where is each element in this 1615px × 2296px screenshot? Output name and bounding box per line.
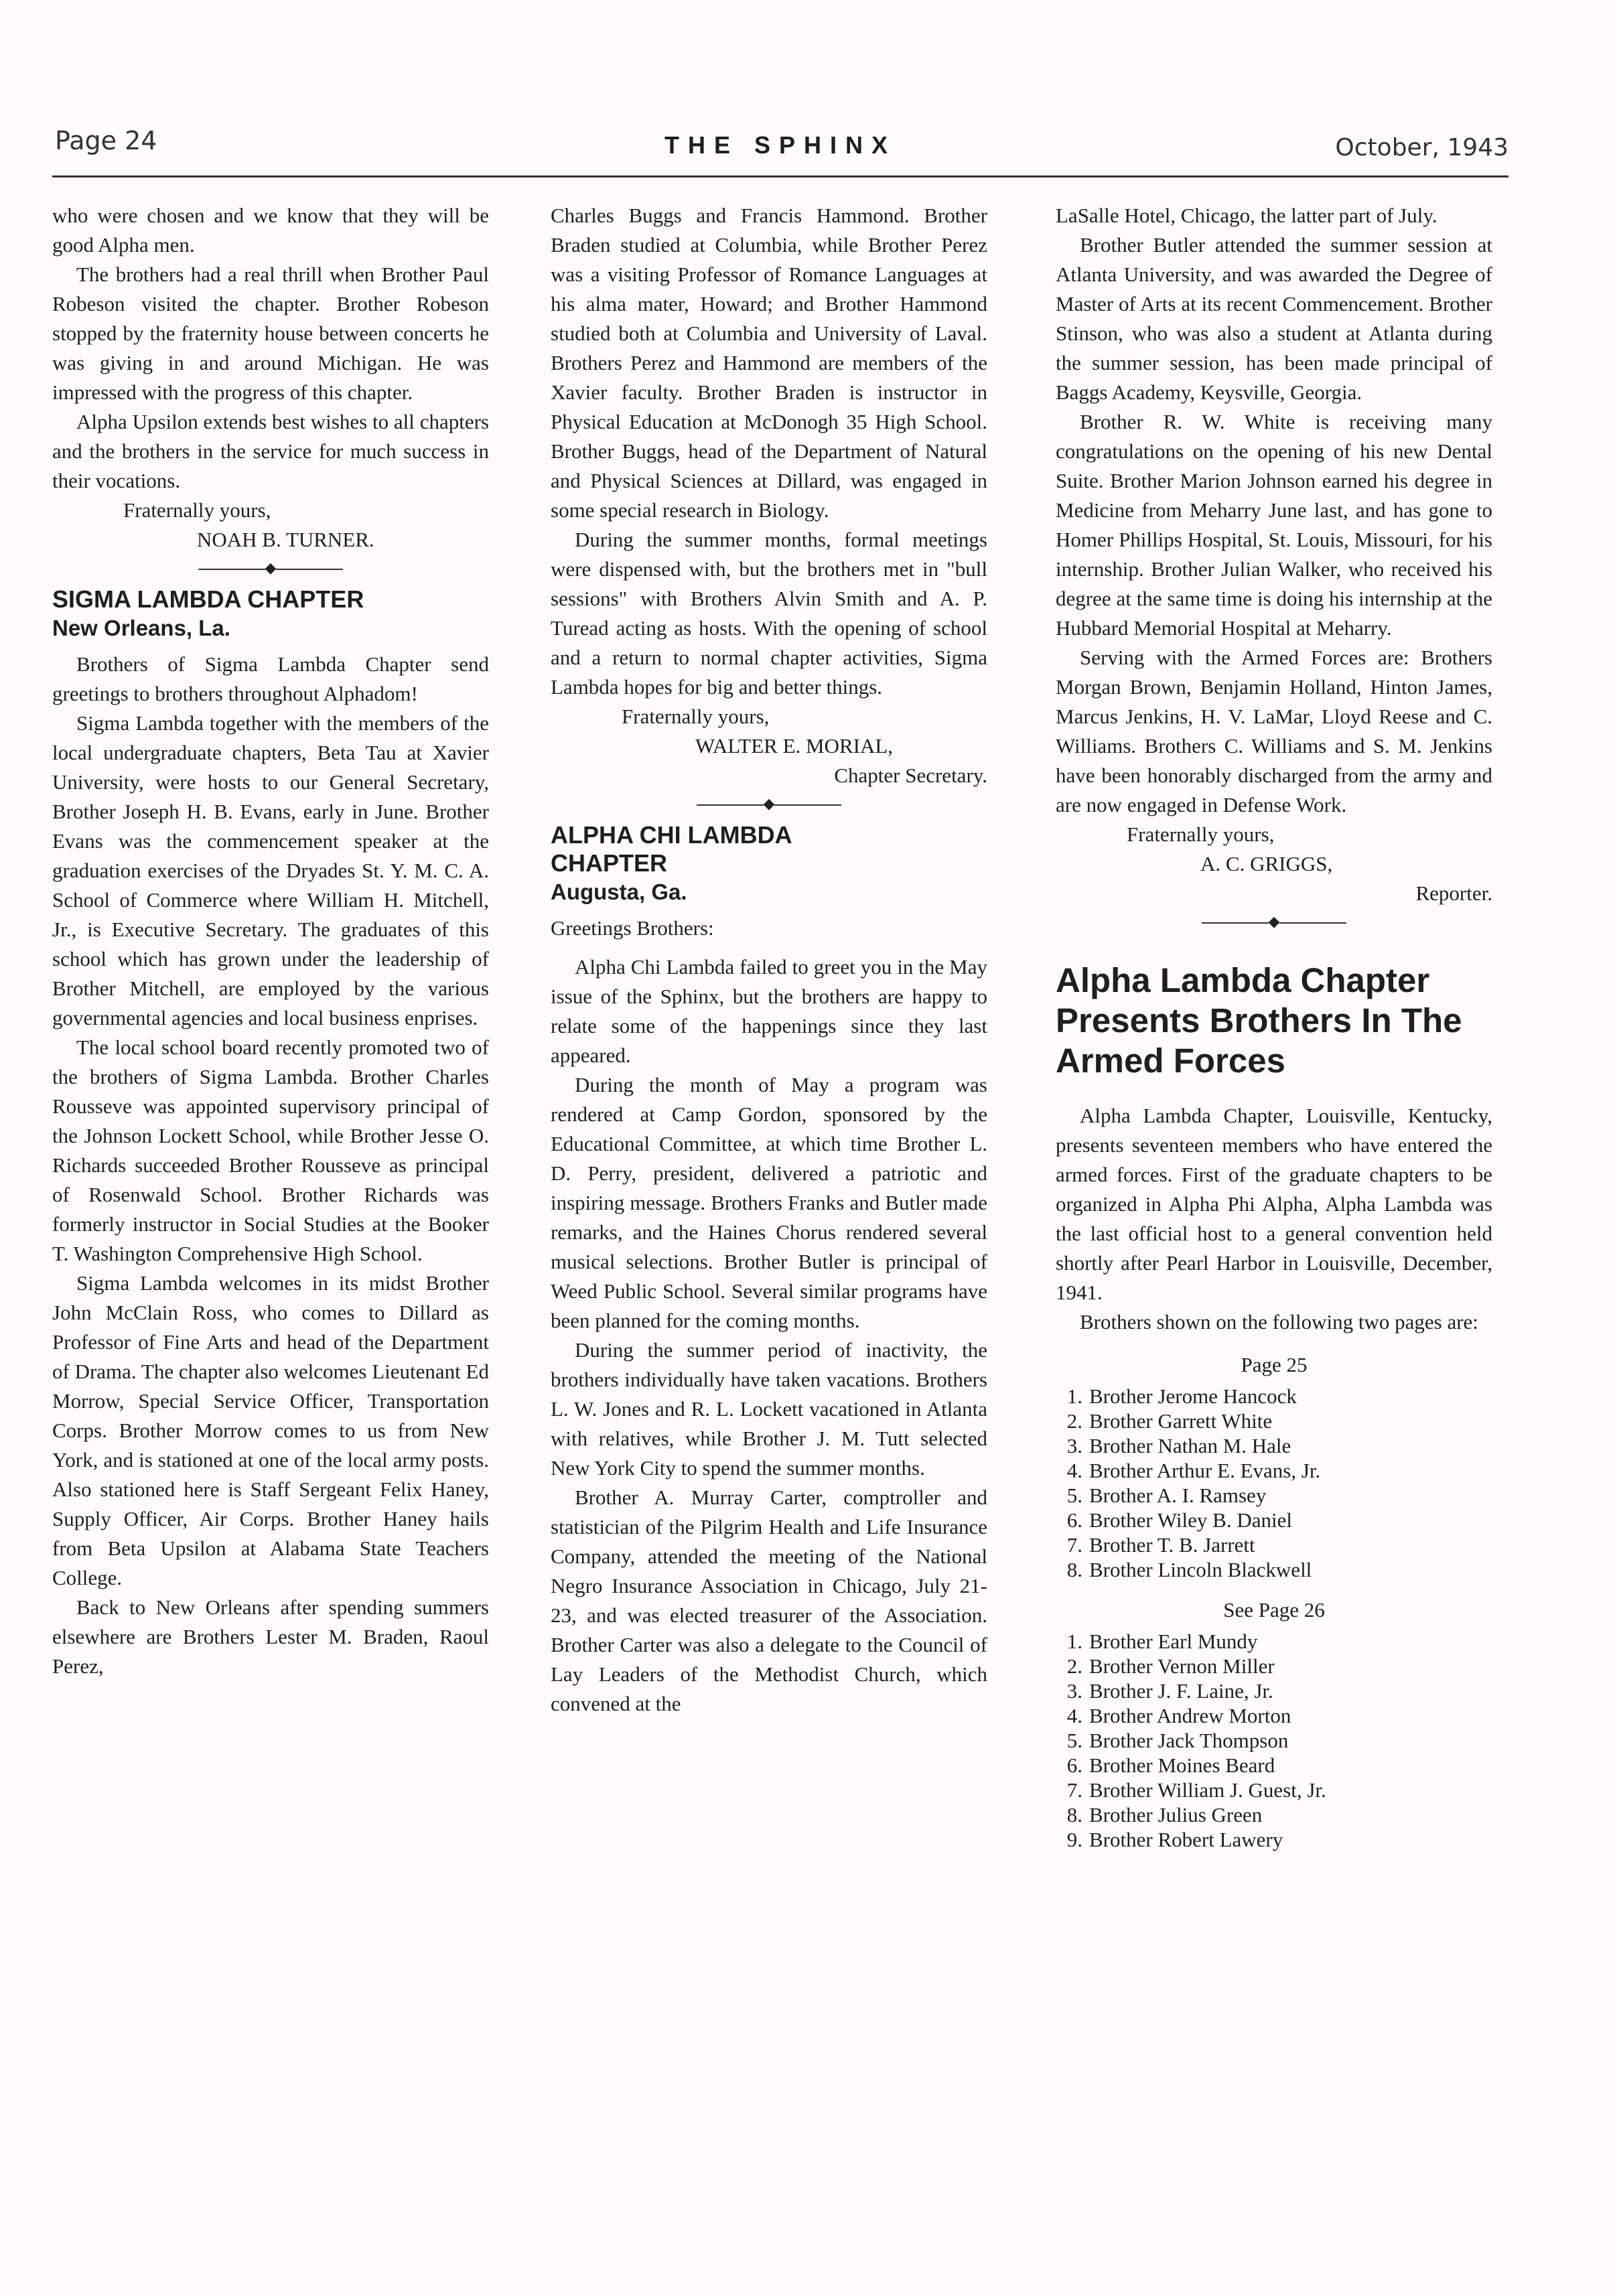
paragraph: Serving with the Armed Forces are: Brothers Morgan Brown, Benjamin Holland, Hinton James, Marcus Jenkins, H. V. LaMar, Lloyd Reese and C. Williams. Brothers C. Williams and S. M. Jenkins have been honorably discharged from the army and are now engaged in Defense Work. (1056, 646, 1492, 816)
list-name: Brother Nathan M. Hale (1089, 1434, 1291, 1457)
list-item (1056, 1384, 1492, 1409)
list-name: Brother Jack Thompson (1089, 1729, 1289, 1752)
ornament-divider: ◆ (52, 555, 489, 581)
feature-heading: Alpha Lambda Chapter Presents Brothers In The Armed Forces (1056, 961, 1462, 1080)
list-name: Brother Arthur E. Evans, Jr. (1089, 1459, 1321, 1482)
list-name: Brother Vernon Miller (1089, 1654, 1275, 1678)
section-subheading: Augusta, Ga. (551, 879, 687, 904)
list-item (1056, 1508, 1492, 1532)
list-number: 4. (1066, 1459, 1082, 1482)
list-item (1056, 1827, 1492, 1852)
closing: Fraternally yours, (1127, 822, 1275, 846)
signer-title: Chapter Secretary. (834, 764, 987, 787)
list-name: Brother Robert Lawery (1089, 1828, 1283, 1851)
list-name: Brother Jerome Hancock (1089, 1384, 1297, 1408)
page-header (52, 126, 1508, 180)
paragraph: The local school board recently promoted two of the brothers of Sigma Lambda. Brother Charles Rousseve was appointed supervisory principal of the Johnson Lockett School, while Brother Jesse O. Richards succeeded Brother Rousseve as principal of Rosenwald School. Brother Richards was formerly instructor in Social Studies at the Booker T. Washington Comprehensive High School. (52, 1035, 489, 1265)
list-name: Brother William J. Guest, Jr. (1089, 1778, 1326, 1802)
list-item (1056, 1678, 1492, 1703)
masthead: THE SPHINX (664, 131, 897, 159)
greeting: Greetings Brothers: (551, 916, 714, 940)
list-name: Brother T. B. Jarrett (1089, 1533, 1255, 1557)
list-item (1056, 1483, 1492, 1508)
section-heading-line-2: CHAPTER (551, 849, 668, 877)
list-name: Brother Wiley B. Daniel (1089, 1508, 1292, 1532)
paragraph: Alpha Lambda Chapter, Louisville, Kentucky, presents seventeen members who have entered the armed forces. First of the graduate chapters to be organized in Alpha Phi Alpha, Alpha Lambda was the last official host to a general convention held shortly after Pearl Harbor in Louisville, December, 1941. (1056, 1104, 1492, 1304)
list-name: Brother Julius Green (1089, 1803, 1263, 1826)
signer: WALTER E. MORIAL, (695, 734, 894, 758)
ornament-divider: ◆ (551, 790, 987, 817)
list-number: 3. (1066, 1434, 1082, 1457)
list-name: Brother Lincoln Blackwell (1089, 1558, 1312, 1581)
column-1 (52, 201, 489, 1681)
paragraph: Sigma Lambda welcomes in its midst Brother John McClain Ross, who comes to Dillard as Professor of Fine Arts and head of the Department of Drama. The chapter also welcomes Lieutenant Ed Morrow, Special Service Officer, Transportation Corps. Brother Morrow comes to us from New York, and is stationed at one of the local army posts. Also stationed here is Staff Sergeant Felix Haney, Supply Officer, Air Corps. Brother Haney hails from Beta Upsilon at Alabama State Teachers College. (52, 1271, 489, 1589)
list-item (1056, 1409, 1492, 1433)
list-item (1056, 1753, 1492, 1778)
paragraph: During the month of May a program was rendered at Camp Gordon, sponsored by the Educational Committee, at which time Brother L. D. Perry, president, delivered a patriotic and inspiring message. Brothers Franks and Butler made remarks, and the Haines Chorus rendered several musical selections. Brother Butler is principal of Weed Public School. Several similar programs have been planned for the coming months. (551, 1073, 987, 1332)
list-number: 9. (1066, 1828, 1082, 1851)
section-subheading: New Orleans, La. (52, 616, 230, 640)
list-item (1056, 1654, 1492, 1678)
list-item (1056, 1703, 1492, 1728)
list-number: 7. (1066, 1778, 1082, 1802)
column-2 (551, 201, 987, 1719)
list-item (1056, 1557, 1492, 1582)
paragraph: Brothers of Sigma Lambda Chapter send greetings to brothers throughout Alphadom! (52, 652, 489, 705)
paragraph: During the summer period of inactivity, the brothers individually have taken vacations. Brothers L. W. Jones and R. L. Lockett vacationed in Atlanta with relatives, while Brother J. M. Tutt selected New York City to spend the summer months. (551, 1338, 987, 1480)
list-number: 4. (1066, 1704, 1082, 1727)
paragraph: who were chosen and we know that they will be good Alpha men. (52, 204, 489, 257)
list-name: Brother A. I. Ramsey (1089, 1484, 1267, 1507)
list-item (1056, 1458, 1492, 1483)
section-heading: ALPHA CHI LAMBDA (551, 821, 792, 849)
brothers-list-page-25 (1056, 1384, 1492, 1582)
list-number: 2. (1066, 1654, 1082, 1678)
paragraph: Brother Butler attended the summer session at Atlanta University, and was awarded the Degree of Master of Arts at its recent Commencement. Brother Stinson, who was also a student at Atlanta during the summer session, has been made principal of Baggs Academy, Keysville, Georgia. (1056, 233, 1492, 404)
paragraph: The brothers had a real thrill when Brother Paul Robeson visited the chapter. Brother Robeson stopped by the fraternity house between concerts he was giving in and around Michigan. He was impressed with the progress of this chapter. (52, 263, 489, 404)
paragraph: Brother R. W. White is receiving many congratulations on the opening of his new Dental Suite. Brother Marion Johnson earned his degree in Medicine from Meharry June last, and has gone to Homer Phillips Hospital, St. Louis, Missouri, for his internship. Brother Julian Walker, who received his degree at the same time is doing his internship at the Hubbard Memorial Hospital at Meharry. (1056, 410, 1492, 640)
list-number: 5. (1066, 1484, 1082, 1507)
list-number: 1. (1066, 1630, 1082, 1653)
issue-date: October, 1943 (1335, 134, 1508, 161)
paragraph: Sigma Lambda together with the members of the local undergraduate chapters, Beta Tau at Xavier University, were hosts to our General Secretary, Brother Joseph H. B. Evans, early in June. Brother Evans was the commencement speaker at the graduation exercises of the Dryades St. Y. M. C. A. School of Commerce where William H. Mitchell, Jr., is Executive Secretary. The graduates of this school which has grown under the leadership of Brother Mitchell, are employed by the various governmental agencies and local business enprises. (52, 711, 489, 1029)
paragraph: During the summer months, formal meetings were dispensed with, but the brothers met in "bull sessions" with Brothers Alvin Smith and A. P. Turead acting as hosts. With the opening of school and a return to normal chapter activities, Sigma Lambda hopes for big and better things. (551, 528, 987, 699)
column-3 (1056, 201, 1492, 1852)
list-item (1056, 1728, 1492, 1753)
list-name: Brother Andrew Morton (1089, 1704, 1291, 1727)
paragraph: Alpha Upsilon extends best wishes to all chapters and the brothers in the service for much success in their vocations. (52, 410, 489, 492)
section-heading: SIGMA LAMBDA CHAPTER (52, 585, 364, 613)
paragraph: Brothers shown on the following two pages are: (1080, 1310, 1478, 1334)
header-rule (52, 175, 1508, 177)
list-number: 2. (1066, 1409, 1082, 1433)
signer: A. C. GRIGGS, (1200, 852, 1333, 875)
list-name: Brother Garrett White (1089, 1409, 1273, 1433)
list-number: 8. (1066, 1558, 1082, 1581)
list-heading: See Page 26 (1223, 1598, 1325, 1622)
list-number: 6. (1066, 1753, 1082, 1777)
list-item (1056, 1532, 1492, 1557)
paragraph: LaSalle Hotel, Chicago, the latter part of July. (1056, 204, 1437, 227)
list-number: 5. (1066, 1729, 1082, 1752)
signer-title: Reporter. (1415, 881, 1492, 905)
signer: NOAH B. TURNER. (197, 528, 374, 551)
ornament-divider: ◆ (1056, 908, 1492, 935)
list-number: 8. (1066, 1803, 1082, 1826)
paragraph: Charles Buggs and Francis Hammond. Brother Braden studied at Columbia, while Brother Perez was a visiting Professor of Romance Languages at his alma mater, Howard; and Brother Hammond studied both at Columbia and University of Laval. Brothers Perez and Hammond are members of the Xavier faculty. Brother Braden is instructor in Physical Education at McDonogh 35 High School. Brother Buggs, head of the Department of Natural and Physical Sciences at Dillard, was engaged in some special research in Biology. (551, 204, 987, 522)
brothers-list-page-26 (1056, 1629, 1492, 1852)
paragraph: Alpha Chi Lambda failed to greet you in the May issue of the Sphinx, but the brothers are happy to relate some of the happenings since they last appeared. (551, 955, 987, 1067)
page-number: Page 24 (55, 126, 157, 155)
list-item (1056, 1433, 1492, 1458)
paragraph: Back to New Orleans after spending summers elsewhere are Brothers Lester M. Braden, Raoul Perez, (52, 1595, 489, 1678)
closing: Fraternally yours, (123, 498, 271, 522)
list-item (1056, 1802, 1492, 1827)
list-item (1056, 1629, 1492, 1654)
list-heading: Page 25 (1241, 1353, 1308, 1376)
list-item (1056, 1778, 1492, 1802)
list-number: 1. (1066, 1384, 1082, 1408)
list-number: 6. (1066, 1508, 1082, 1532)
list-name: Brother J. F. Laine, Jr. (1089, 1679, 1273, 1703)
list-name: Brother Earl Mundy (1089, 1630, 1258, 1653)
list-number: 3. (1066, 1679, 1082, 1703)
closing: Fraternally yours, (622, 705, 770, 728)
list-name: Brother Moines Beard (1089, 1753, 1275, 1777)
list-number: 7. (1066, 1533, 1082, 1557)
paragraph: Brother A. Murray Carter, comptroller and statistician of the Pilgrim Health and Life Insurance Company, attended the meeting of the National Negro Insurance Association in Chicago, July 21-23, and was elected treasurer of the Association. Brother Carter was also a delegate to the Council of Lay Leaders of the Methodist Church, which convened at the (551, 1486, 987, 1715)
